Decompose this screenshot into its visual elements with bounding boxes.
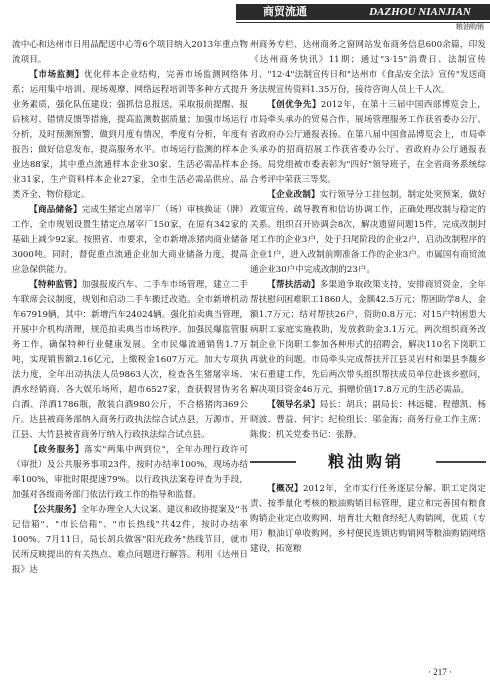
paragraph-commodity-reserve (12, 203, 248, 278)
paragraph-excellence (250, 98, 486, 188)
paragraph-text: 全年办理全人大议案、建议和政协提案及"书记信箱"、"市长信箱"、"市长热线"共42件，按时办结率100%。7月11日，局长胡兵做客"阳光政务"热线节目，就市民所反映提出的有关热点、难点问题进行解答。利用《达州日报》达 (12, 505, 249, 575)
paragraph-text: 完成生猪定点屠宰厂（场）审核换证（牌）工作，全市规划设置生猪定点屠宰厂150家，在原有342家的基础上减少92家。按照省、市要求，全市新增冻猪肉商业储备3000吨。同时，督促重点流通企业加大商业储备力度，提高应急保供能力。 (12, 205, 248, 275)
paragraph-text: 州商务专栏、达州商务之窗网站发布商务信息600余篇，印发《达州商务快讯》11期；通过"3·15"消费日、法制宣传月、"12·4"法制宣传日和"达州市《食品安全法》宣传"发送商务法规宣传资料1.35万份，接待咨询人员上千人次。 (250, 40, 486, 95)
paragraph-heading: 【市场监测】 (29, 70, 85, 80)
paragraph-heading: 【概况】 (267, 484, 303, 494)
paragraph-heading: 【公共服务】 (29, 505, 81, 515)
paragraph-text: 实行领导分工挂包制，制定处突预案，做好政策宣传、疏导教育和信访协调工作，正确处理改制与稳定的关系。组织召开协调会8次，解决遗留问题15件，完成改制封尾工作的企业3户，处于扫尾阶段的企业2户，启动改制程序的企业1户，进入改制前期准备工作的企业3户。市属国有商贸流通企业30户中完成改制的23户。 (250, 190, 486, 275)
paragraph-assistance (250, 278, 486, 398)
paragraph-text: 优化样本企业结构，完善市场监测网络体系；运用集中培训、现场观摩、网络远程培训等多种方式提升业务素质，强化队伍建设；强抓信息报送，采取报前提醒、报后核对、错情反馈等措施，提高监测数据质量；加强市场运行分析，及时预测预警，做到月度有情况，季度有分析，年度有报告；做好信息发布，提高服务水平。市场运行监测的样本企业达88家，其中重点流通样本企业30家、生活必需品样本企业31家，生产资料样本企业27家，全市生活必需品供应、品类齐全、物价稳定。 (12, 70, 248, 200)
page-header (0, 0, 490, 30)
paragraph-overview (250, 482, 486, 557)
paragraph (12, 38, 248, 68)
paragraph-heading: 【领导名录】 (267, 400, 320, 410)
page-number: · 217 · (428, 667, 452, 677)
paragraph-text: 流中心和达州市日用品配送中心等6个项目纳入2013年重点物流项目。 (12, 40, 248, 65)
section-title (250, 450, 486, 474)
paragraph-market-monitoring (12, 68, 248, 203)
paragraph-leadership-list (250, 398, 486, 443)
paragraph (250, 38, 486, 98)
paragraph-heading: 【特种监管】 (29, 280, 82, 290)
header-divider (236, 22, 490, 23)
paragraph-text: 落实"两集中两到位"，全年办理行政许可（审批）及公共服务事项23件，按时办结率100%，现场办结率100%，审批时限提速79%。以行政执法案卷评查为手段，加强对各级商务部门依法行政工作的指导和监督。 (12, 445, 248, 500)
paragraph-heading: 【政务服务】 (29, 445, 85, 455)
paragraph-heading: 【帮扶活动】 (267, 280, 320, 290)
right-column (250, 38, 486, 557)
paragraph-enterprise-reform (250, 188, 486, 278)
paragraph-government-service (12, 443, 248, 503)
paragraph-text: 2012年，全市实行任务逐层分解、职工定岗定责、按季量化考核的粮油购销目标管理，建立和完善国有粮食购销企业定点收购网、培育壮大粮食经纪人购销网，优质（专用）粮油订单收购网，乡村便民连锁店购销网等粮油购销网络建设，拓宽粮 (250, 484, 486, 554)
paragraph-text: 加强报废汽车、二手车市场管理，建立二手车联席会议制度，规划和启动二手车搬迁改造。全市新增机动车67919辆，其中：新增汽车24024辆。强化拍卖典当管理，开展中介机构清理，规范拍卖典当市场秩序。加强民爆监管服务工作，确保特种行业健康发展。全市民爆流通销售1.7万吨，实现销售额2.16亿元，上缴税金1607万元。加大专项执法力度，全年出动执法人员9863人次，检查各生猪屠宰场、洒水经销商、各大娱乐场所，超市6527家，查获假冒伪劣名白酒、洋酒1786瓶，散装白酒980公斤，不合格猪肉369公斤。达县被商务部纳入商务行政执法综合试点县，万源市、开江县、大竹县被省商务厅纳入行政执法综合试点县。 (12, 280, 248, 440)
header-section-name: 商贸流通 (263, 5, 307, 18)
paragraph-heading: 【创优争先】 (267, 100, 321, 110)
paragraph-heading: 【商品储备】 (29, 205, 82, 215)
header-yearbook-name: DAZHOU NIANJIAN (369, 6, 471, 18)
paragraph-special-supervision (12, 278, 248, 443)
header-subsection: 粮油购销 (456, 23, 484, 31)
section-title-text: 粮油购销 (296, 450, 436, 474)
left-column (12, 38, 248, 578)
paragraph-public-service (12, 503, 248, 578)
paragraph-text: 2012年，在第十三届中国西部博览会上，市局牵头承办的贸易合作、展场管理服务工作获省委办公厅、省政府办公厅通报表扬。在第八届中国食品博览会上，市局牵头承办的招商招展工作获省委办公厅、省政府办公厅通报表扬。局党组被市委表彰为"四好"领导班子，在全省商务系统综合考评中荣获三等奖。 (250, 100, 486, 185)
paragraph-text: 局长：胡兵；副局长：林远健、程德凯、杨晓波、曹益、何宇；纪检组长：邬金海；商务行业工作主席：陈俊；机关党委书记：张静。 (250, 400, 486, 440)
paragraph-heading: 【企业改制】 (267, 190, 320, 200)
paragraph-text: 多渠道争取政策支持，安排商贸资金，全年帮扶慰问困难职工1860人，金额42.5万元；帮困助学8人，金额1.7万元；结对帮扶26户，资助0.8万元；对15户特困患大病职工家庭实施救助，发放救助金3.1万元。两次组织商务改制企业下岗职工参加各种形式的招聘会，解决110名下岗职工再就业的问题。市局牵头完成帮扶开江县灵岩村和渠县李馥乡宋石重建工作，先后两次带头组织帮扶成员单位赴该乡慰问，解决项目资金46万元，捐赠价值17.8万元的生活必需品。 (250, 280, 486, 395)
